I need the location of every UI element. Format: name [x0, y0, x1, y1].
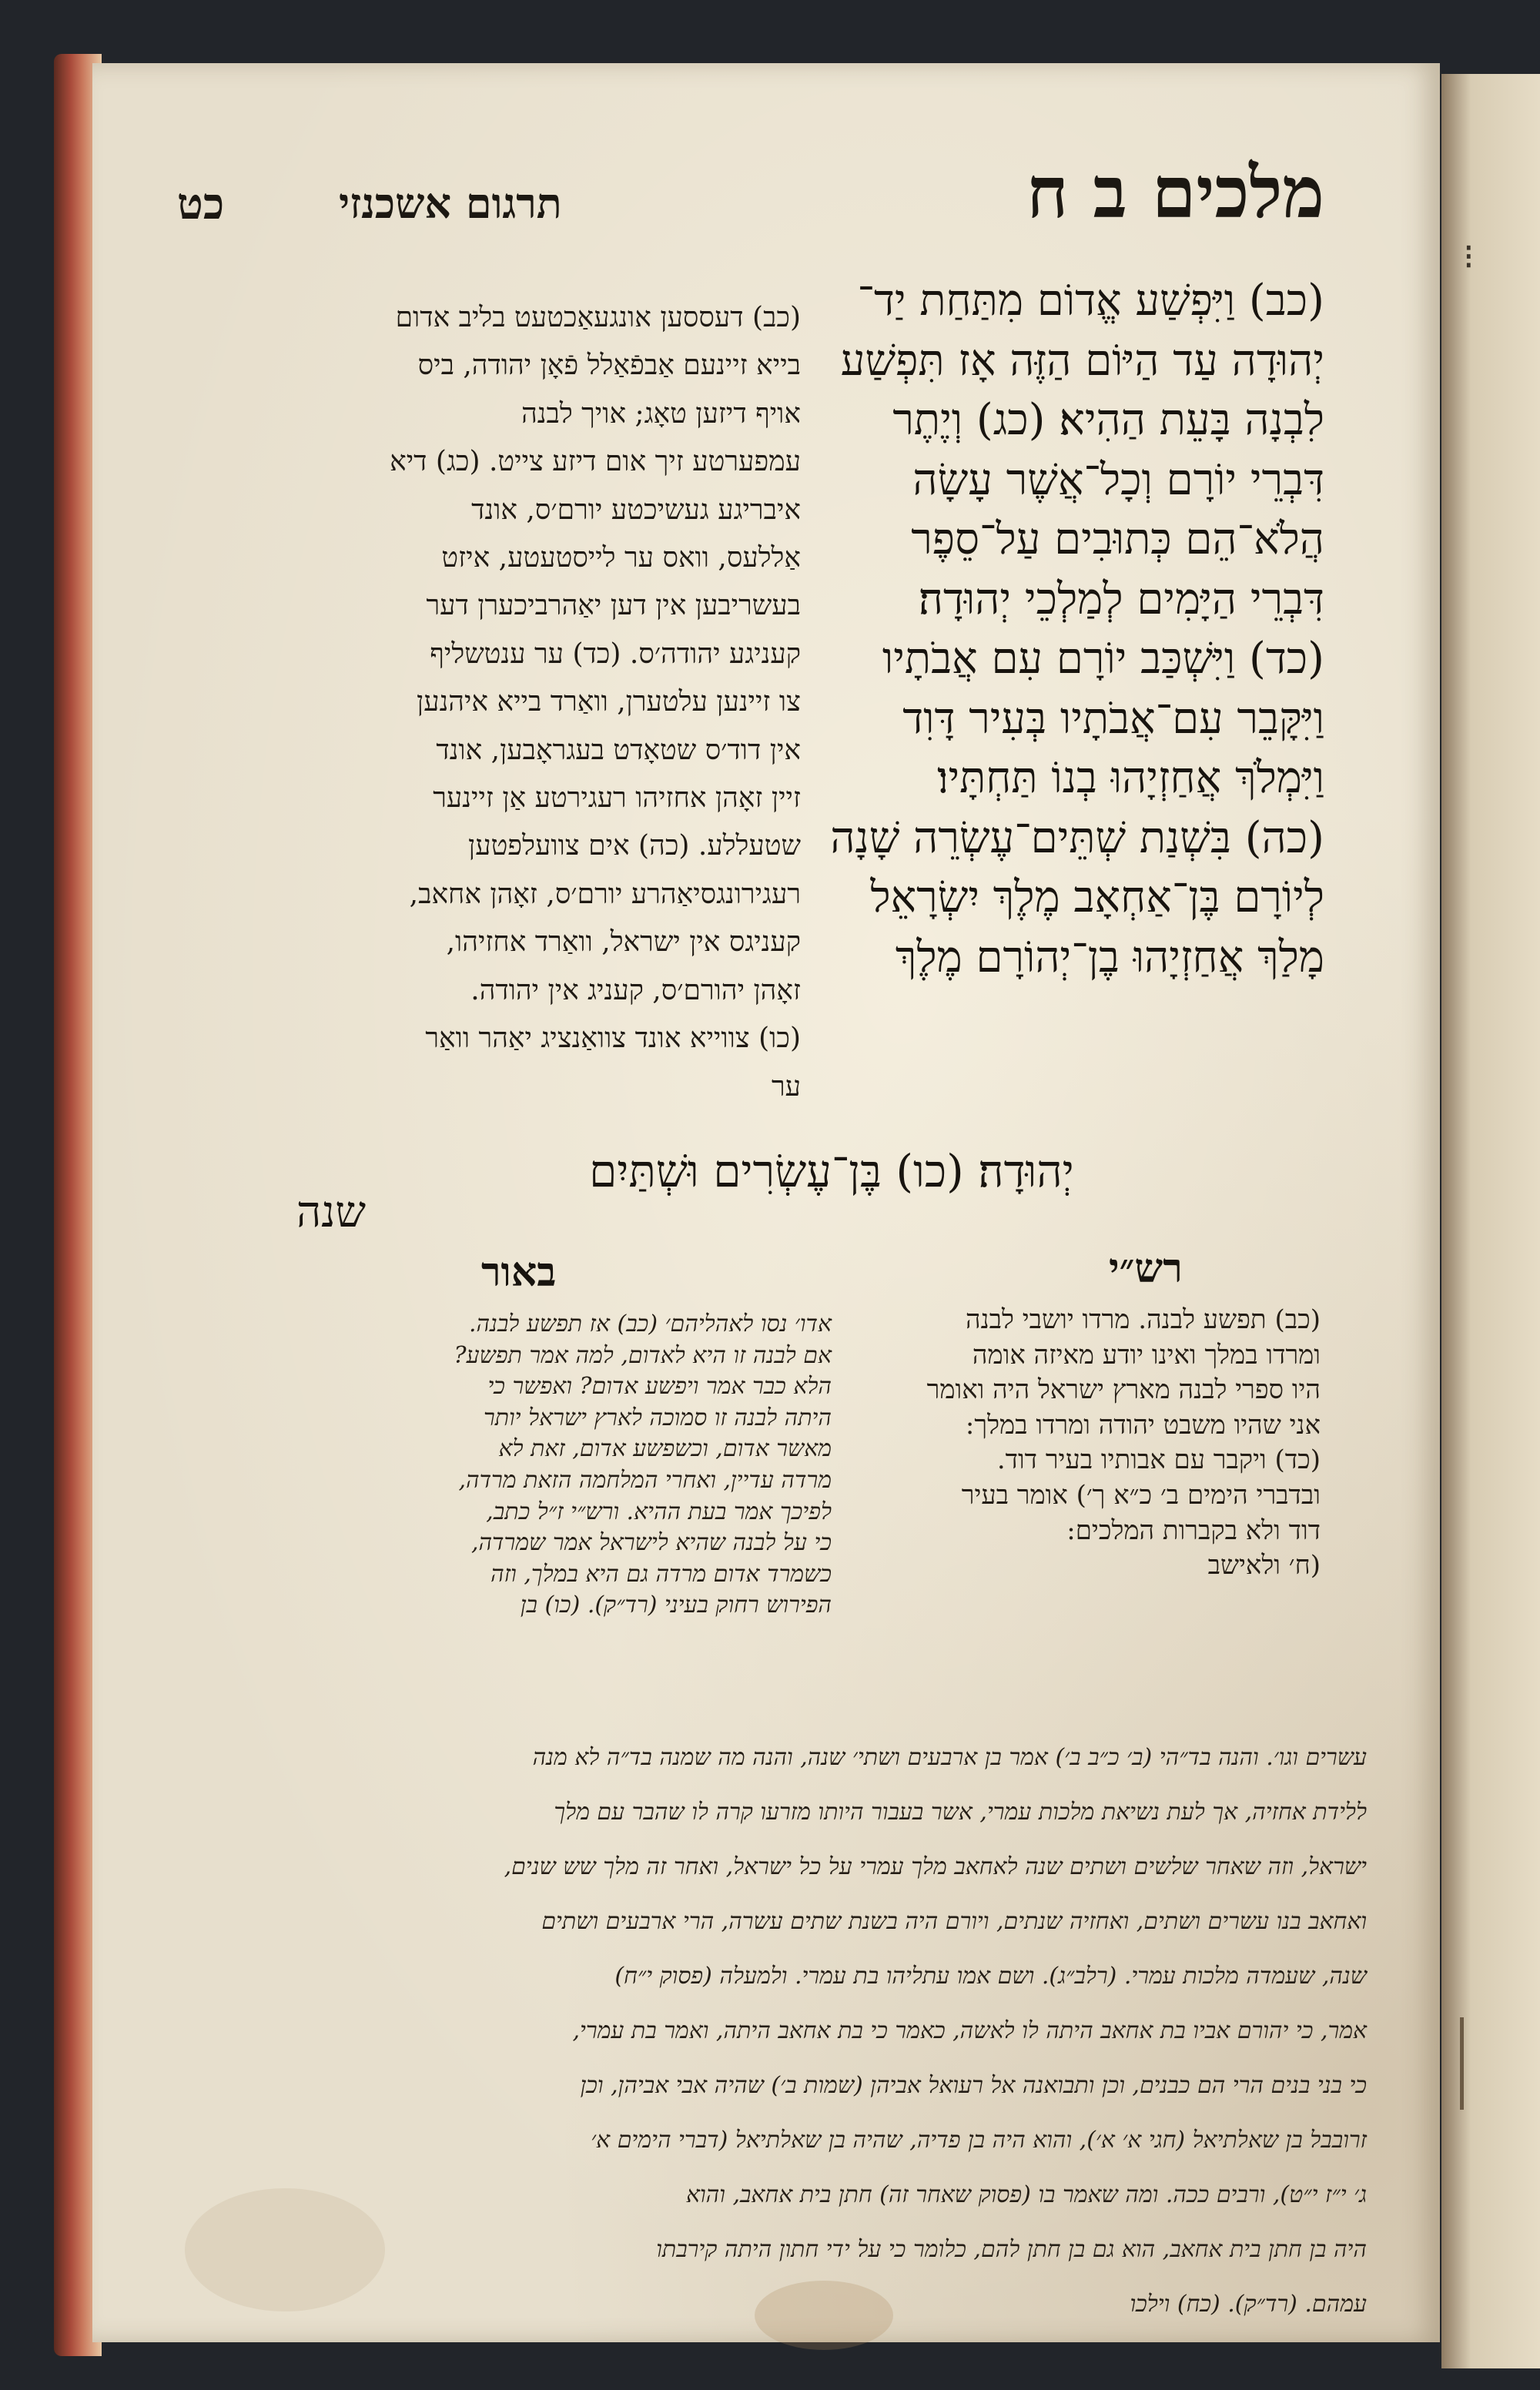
rashi-line: (ח׳ ולאישב [1207, 1550, 1321, 1582]
footnote-line: זרובבל בן שאלתיאל (חגי א׳ א׳), והוא היה בן פדיה, שהיה בן שאלתיאל (דברי הימים א׳ [591, 2127, 1367, 2154]
book-page [92, 63, 1440, 2342]
footnote-line: עשרים וגו׳. והנה בד״הי (ב׳ כ״ב ב׳) אמר בן ארבעים ושתי׳ שנה, והנה מה שמנה בד״ה לא מנה [532, 1744, 1367, 1771]
verse-continuation: יְהוּדָה׃ (כו) בֶּן־עֶשְׂרִים וּשְׁתַּיִם [589, 1145, 1074, 1197]
rashi-line: (כד) ויקבר עם אבותיו בעיר דוד. [996, 1444, 1321, 1476]
translation-line: אויף דיזען טאָג; אויך לבנה [521, 397, 801, 430]
hebrew-text-column [739, 271, 1324, 987]
biur-line: כשמרד אדום מרדה גם היא במלך, וזה [490, 1560, 832, 1588]
translation-line: איבריגע געשיכטע יורם׳ס, אונד [471, 494, 801, 526]
translation-line: זאָהן יהורם׳ס, קעניג אין יהודה. [470, 974, 801, 1006]
text-line: (כד) וַיִּשְׁכַּב יוֹרָם עִם אֲבֹתָיו [882, 634, 1324, 684]
text-line: דִּבְרֵי יוֹרָם וְכָל־אֲשֶׁר עָשָׂה [912, 454, 1324, 505]
translation-line: אין דוד׳ס שטאָדט בעגראָבען, אונד [436, 734, 801, 766]
translation-line: (כו) צווייא אונד צוואַנציג יאַהר וואַר [425, 1023, 801, 1055]
text-line: (כב) וַיִּפְשַׁע אֱדוֹם מִתַּחַת יַד־ [857, 276, 1324, 326]
biur-line: היתה לבנה זו סמוכה לארץ ישראל יותר [483, 1404, 832, 1431]
biur-line: כי על לבנה שהיא לישראל אמר שמרדה, [470, 1529, 832, 1557]
footnote-line: שנה, שעמדה מלכות עמרי. (רלב״ג). ושם אמו עתליהו בת עמרי. ולמעלה (פסוק י״ח) [614, 1963, 1367, 1990]
translation-title: תרגום אשכנזי [339, 179, 562, 228]
translation-line: עמפערטע זיך אום דיזע צייט. (כג) דיא [390, 446, 801, 478]
rashi-line: ומרדו במלך ואינו יודע מאיזה אומה [972, 1339, 1321, 1371]
translation-line: קעניגע יהודה׳ס. (כד) ער ענטשליף [430, 638, 801, 670]
text-line: (כה) בִּשְׁנַת שְׁתֵּים־עֶשְׂרֵה שָׁנָה [830, 812, 1324, 863]
translation-column [200, 294, 801, 1111]
footnote-line: היה בן חתן בית אחאב, הוא גם בן חתן להם, כלומר כי על ידי חתון היתה קירבתו [656, 2236, 1367, 2263]
translation-line: רעגירונגסיאַהרע יורם׳ס, זאָהן אחאב, [409, 878, 801, 910]
facing-page-edge [1441, 74, 1540, 2368]
translation-line: (כב) דעססען אונגעאַכטעט בליב אדום [395, 302, 801, 333]
text-line: וַיִּקָּבֵר עִם־אֲבֹתָיו בְּעִיר דָּוִד [902, 693, 1324, 744]
footnote-line: ואחאב בנו עשרים ושתים, ואחזיה שנתים, ויורם היה בשנת שתים עשרה, הרי ארבעים ושתים [541, 1908, 1367, 1935]
rashi-line: (כב) תפשע לבנה. מרדו יושבי לבנה [966, 1304, 1321, 1335]
text-line: יְהוּדָה עַד הַיּוֹם הַזֶּה אָז תִּפְשַׁע [840, 335, 1324, 386]
footnote-line: אמר, כי יהורם אביו בת אחאב היתה לו לאשה, כאמר כי בת אחאב היתה, ואמר בת עמרי, [572, 2017, 1367, 2044]
biur-line: אם לבנה זו היא לאדום, למה אמר תפשע? [454, 1341, 832, 1369]
rashi-heading: רש״י [1109, 1245, 1183, 1292]
text-line: לִבְנָה בָּעֵת הַהִיא׃ (כג) וְיֶתֶר [892, 395, 1324, 445]
footnote-line: ישראל, וזה שאחר שלשים ושתים שנה לאחאב מלך עמרי על כל ישראל, ואחר זה מלך שש שנים, [504, 1853, 1367, 1880]
translation-line: צו זיינען עלטערן, וואַרד בייא איהנען [417, 686, 801, 718]
rashi-line: היו ספרי לבנה מארץ ישראל היה ואומר [926, 1374, 1321, 1406]
verse-continuation-end: שנה [296, 1187, 367, 1237]
text-line: דִּבְרֵי הַיָּמִים לְמַלְכֵי יְהוּדָה׃ [918, 574, 1324, 624]
facing-page-marks: ⁝ [1463, 236, 1475, 277]
translation-line: בייא זיינעם אַבפֿאַלל פֿאָן יהודה, ביס [417, 350, 801, 382]
page-number: כט [177, 179, 225, 229]
footnote-line: ללידת אחזיה, אך לעת נשיאת מלכות עמרי, אשר בעבור היותו מזרעו קרה לו שהבר עם מלך [554, 1799, 1367, 1826]
biur-heading: באור [481, 1249, 557, 1296]
translation-line: ער [771, 1070, 801, 1103]
biur-line: לפיכך אמר בעת ההיא. ורש״י ז״ל כתב, [486, 1498, 832, 1525]
translation-line: זיין זאָהן אחזיהו רעגירטע אַן זיינער [433, 782, 801, 815]
translation-line: קעניגס אין ישראל, וואַרד אחזיהו, [446, 926, 801, 959]
biur-line: מרדה עדיין, ואחרי המלחמה הזאת מרדה, [458, 1466, 832, 1494]
biur-line: הפירוש רחוק בעיני (רד״ק). (כו) בן [520, 1592, 832, 1619]
rashi-line: דוד ולא בקברות המלכים: [1066, 1515, 1321, 1546]
translation-line: שטעללע. (כה) אים צוועלפטען [468, 830, 801, 862]
footnote-line: עמהם. (רד״ק). (כח) וילכו [1130, 2291, 1367, 2318]
biur-line: אדו׳ נסו לאהליהם׳ (כב) אז תפשע לבנה. [468, 1310, 832, 1337]
text-line: מָלַךְ אֲחַזְיָהוּ בֶן־יְהוֹרָם מֶלֶךְ [895, 932, 1324, 982]
footnote-line: כי בני בנים הרי הם כבנים, וכן ותבואנה אל רעואל אביהן (שמות ב׳) שהיה אבי אביהן, וכן [580, 2072, 1367, 2099]
rashi-line: אני שהיו משבט יהודה ומרדו במלך: [965, 1409, 1321, 1441]
rashi-line: ובדברי הימים ב׳ כ״א ך׳) אומר בעיר [961, 1479, 1321, 1511]
translation-line: אַללעס, וואס ער לייסטעטע, איזט [441, 542, 801, 574]
text-line: הֲלֹא־הֵם כְּתוּבִים עַל־סֵפֶר [911, 514, 1324, 564]
text-line: וַיִּמְלֹךְ אֲחַזְיָהוּ בְנוֹ תַּחְתָּיו׃ [937, 753, 1324, 803]
running-head [92, 146, 1440, 246]
translation-line: בעשריבען אין דען יאַהרביכערן דער [426, 590, 801, 622]
biur-line: מאשר אדום, וכשפשע אדום, זאת לא [498, 1435, 832, 1463]
biur-line: הלא כבר אמר ויפשע אדום? ואפשר כי [487, 1373, 832, 1401]
footnote-commentary [196, 1719, 1367, 2343]
text-line: לְיוֹרָם בֶּן־אַחְאָב מֶלֶךְ יִשְׂרָאֵל [870, 872, 1324, 922]
rashi-commentary [751, 1303, 1321, 1584]
footnote-line: ג׳ י״ז י״ט), ורבים ככה. ומה שאמר בו (פסוק שאחר זה) חתן בית אחאב, והוא [685, 2181, 1367, 2208]
biur-commentary [200, 1309, 832, 1622]
binding-stitch [1460, 2017, 1484, 2110]
book-title: מלכים ב ח [1026, 151, 1324, 234]
